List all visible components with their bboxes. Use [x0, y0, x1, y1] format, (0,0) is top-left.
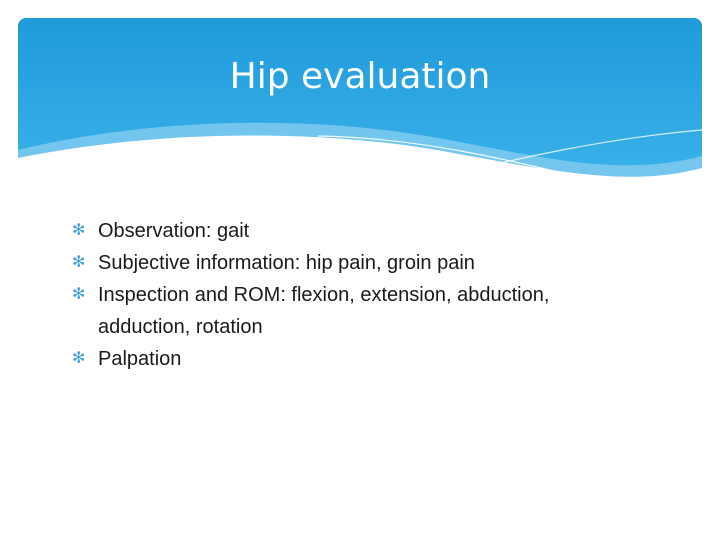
asterisk-icon: ✻ [72, 222, 86, 239]
asterisk-icon: ✻ [72, 254, 86, 271]
bullet-item [72, 343, 682, 375]
bullet-list [72, 215, 682, 375]
bullet-text: Palpation [98, 348, 182, 370]
bullet-item [72, 279, 682, 343]
bullet-text: Observation: gait [98, 220, 250, 242]
bullet-text-continuation: adduction, rotation [98, 316, 263, 338]
bullet-item [72, 247, 682, 279]
bullet-item [72, 215, 682, 247]
bullet-text: Inspection and ROM: flexion, extension, abduction, [98, 284, 550, 306]
asterisk-icon: ✻ [72, 286, 86, 303]
bullet-text: Subjective information: hip pain, groin pain [98, 252, 475, 274]
slide-title: Hip evaluation [229, 56, 491, 97]
asterisk-icon: ✻ [72, 350, 86, 367]
title-banner [18, 18, 702, 198]
wave-background [18, 18, 702, 198]
